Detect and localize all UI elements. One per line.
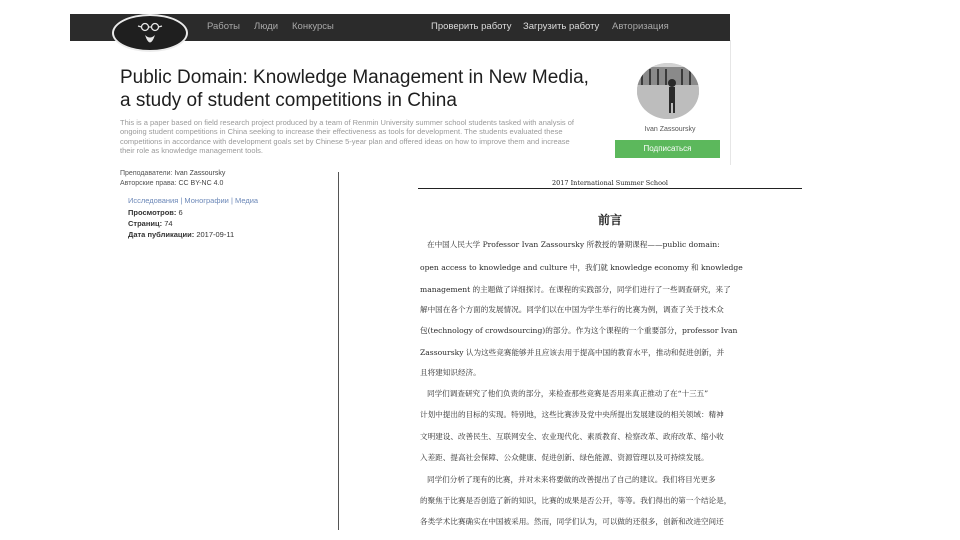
upload-work-link[interactable]: Загрузить работу bbox=[523, 21, 600, 32]
teachers-value[interactable]: Ivan Zassoursky bbox=[174, 170, 226, 177]
document-line: 入差距、提高社会保障、公众健康、促进创新、绿色能源、资源管理以及可持续发展。 bbox=[420, 453, 709, 462]
top-navbar bbox=[70, 14, 730, 41]
document-line: 且将建知识经济。 bbox=[420, 368, 481, 377]
subscribe-button[interactable]: Подписаться bbox=[615, 140, 720, 158]
document-line: Zassoursky 认为这些竞赛能够并且应该去用于提高中国的教育水平，推动和促进创新，并 bbox=[420, 348, 725, 357]
teachers-label: Преподаватели: bbox=[120, 170, 173, 177]
paper-title: Public Domain: Knowledge Management in New Media, a study of student competitions in China bbox=[120, 67, 589, 111]
license-label: Авторские права: bbox=[120, 180, 177, 187]
tag-research[interactable]: Исследования bbox=[128, 196, 179, 205]
views-value: 6 bbox=[178, 208, 183, 217]
tag-media[interactable]: Медиа bbox=[235, 196, 259, 205]
check-work-link[interactable]: Проверить работу bbox=[431, 21, 512, 32]
login-link[interactable]: Авторизация bbox=[612, 21, 669, 32]
views-row bbox=[128, 208, 183, 217]
nav-contests-link[interactable]: Конкурсы bbox=[292, 21, 334, 32]
site-logo[interactable] bbox=[112, 14, 188, 52]
author-photo-icon bbox=[637, 63, 699, 119]
document-line: open access to knowledge and culture 中，我们就 knowledge economy 和 knowledge bbox=[420, 263, 743, 272]
document-line: 计划中提出的目标的实现。特别地，这些比赛涉及党中央所提出发展建设的相关领域：精神 bbox=[420, 410, 724, 419]
license-row bbox=[120, 179, 223, 188]
date-label: Дата публикации: bbox=[128, 230, 195, 239]
teachers-row bbox=[120, 169, 225, 178]
tag-monographs[interactable]: Монографии bbox=[184, 196, 229, 205]
document-running-header: 2017 International Summer School bbox=[552, 179, 668, 187]
tag-list: Исследования | Монографии | Медиа bbox=[128, 196, 259, 205]
license-value[interactable]: CC BY-NC 4.0 bbox=[178, 180, 224, 187]
document-header-rule bbox=[418, 188, 802, 189]
author-name[interactable]: Ivan Zassoursky bbox=[644, 126, 696, 133]
document-line: 在中国人民大学 Professor Ivan Zassoursky 所教授的暑期课程——public domain: bbox=[427, 240, 720, 249]
document-line: 文明建设、改善民生、互联网安全、农业现代化、素质教育、检察改革、政府改革、缩小收 bbox=[420, 432, 724, 441]
views-label: Просмотров: bbox=[128, 208, 177, 217]
paper-abstract: This is a paper based on field research project produced by a team of Renmin University summer school students tasked with analysis of ongoing student competitions in China seeking to increase their effectiveness as tools for development. The students evaluated these competitions in accordance with development goals set by Chinese 5-year plan and offered ideas on how to improve them and increase their role as knowledge management tools. bbox=[120, 118, 574, 155]
document-line: 同学们分析了现有的比赛，并对未来将要做的改善提出了自己的建议。我们将目光更多 bbox=[427, 475, 716, 484]
document-line: 包(technology of crowdsourcing)的部分。作为这个课程的一个重要部分，professor Ivan bbox=[420, 326, 738, 335]
pages-row bbox=[128, 219, 173, 228]
document-line: 各类学术比赛确实在中国被采用。然而，同学们认为，可以做的还很多，创新和改进空间还 bbox=[420, 517, 724, 526]
nav-works-link[interactable]: Работы bbox=[207, 21, 240, 32]
pages-label: Страниц: bbox=[128, 219, 163, 228]
document-line: 的聚焦于比赛是否创造了新的知识，比赛的成果是否公开，等等。我们得出的第一个结论是， bbox=[420, 496, 732, 505]
nav-people-link[interactable]: Люди bbox=[254, 21, 279, 32]
author-avatar[interactable] bbox=[637, 63, 699, 119]
pages-value: 74 bbox=[164, 219, 173, 228]
document-line: management 的主题做了详细探讨。在课程的实践部分，同学们进行了一些调查研究，来了 bbox=[420, 285, 731, 294]
glasses-beard-icon bbox=[114, 16, 186, 50]
document-line: 同学们调查研究了他们负责的部分，来检查那些竞赛是否用来真正推动了在“十三五” bbox=[427, 389, 709, 398]
document-heading: 前言 bbox=[597, 213, 622, 227]
date-value: 2017-09-11 bbox=[196, 230, 235, 239]
date-row bbox=[128, 230, 234, 239]
header-divider bbox=[730, 40, 731, 165]
document-line: 解中国在各个方面的发展情况。同学们以在中国为学生举行的比赛为例，调查了关于技术众 bbox=[420, 305, 724, 314]
viewer-border bbox=[338, 172, 339, 530]
